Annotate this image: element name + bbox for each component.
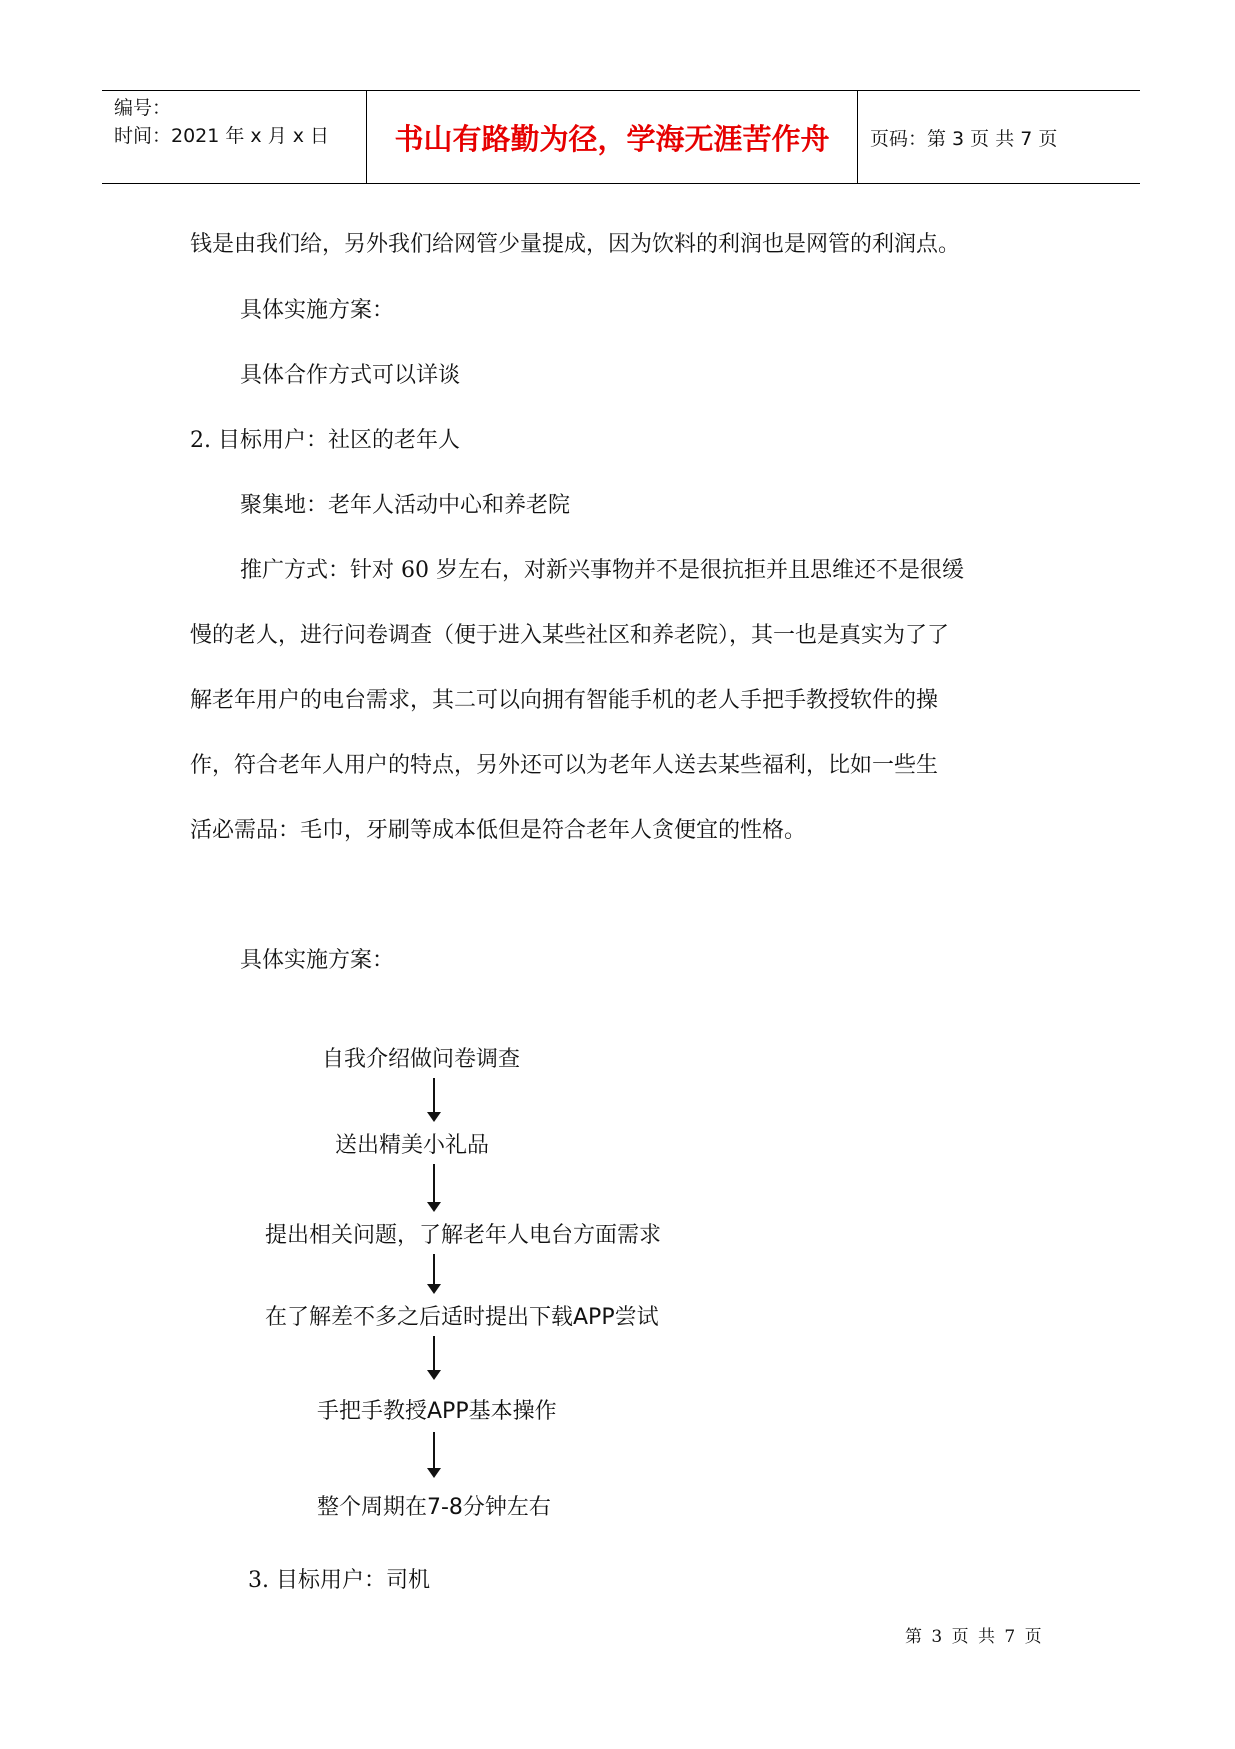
section-heading-elderly: 2. 目标用户：社区的老年人 — [190, 428, 460, 453]
flow-step-4: 在了解差不多之后适时提出下载APP尝试 — [265, 1305, 659, 1330]
paragraph-cooperation: 具体合作方式可以详谈 — [240, 363, 461, 388]
paragraph-promotion-line-3: 解老年用户的电台需求，其二可以向拥有智能手机的老人手把手教授软件的操 — [190, 688, 939, 713]
paragraph-promotion-line-1: 推广方式：针对 60 岁左右，对新兴事物并不是很抗拒并且思维还不是很缓 — [240, 558, 964, 583]
flow-step-5: 手把手教授APP基本操作 — [317, 1399, 557, 1424]
flow-arrow-2 — [427, 1164, 441, 1212]
section-heading-drivers: 3. 目标用户：司机 — [248, 1568, 430, 1593]
document-time-label: 时间：2021 年 x 月 x 日 — [114, 125, 330, 147]
flow-step-3: 提出相关问题，了解老年人电台方面需求 — [265, 1223, 662, 1248]
paragraph-promotion-line-2: 慢的老人，进行问卷调查（便于进入某些社区和养老院），其一也是真实为了了 — [190, 623, 950, 648]
flow-step-2: 送出精美小礼品 — [335, 1133, 490, 1158]
document-number-label: 编号： — [114, 97, 172, 119]
header-motto: 书山有路勤为径，学海无涯苦作舟 — [367, 91, 858, 183]
flow-arrow-1 — [427, 1078, 441, 1122]
flow-arrow-5 — [427, 1432, 441, 1478]
flow-arrow-4 — [427, 1336, 441, 1380]
flow-step-6: 整个周期在7-8分钟左右 — [317, 1495, 551, 1520]
footer-page-number: 第 3 页 共 7 页 — [905, 1627, 1044, 1647]
flow-arrow-3 — [427, 1254, 441, 1294]
paragraph-gathering-place: 聚集地：老年人活动中心和养老院 — [240, 493, 571, 518]
paragraph-promotion-line-4: 作，符合老年人用户的特点，另外还可以为老年人送去某些福利，比如一些生 — [190, 753, 939, 778]
paragraph-plan-heading-2: 具体实施方案： — [240, 948, 395, 973]
flow-step-1: 自我介绍做问卷调查 — [322, 1047, 521, 1072]
paragraph-promotion-line-5: 活必需品：毛巾，牙刷等成本低但是符合老年人贪便宜的性格。 — [190, 818, 807, 843]
header-page-label: 页码：第 3 页 共 7 页 — [870, 127, 1058, 150]
paragraph-continuation: 钱是由我们给，另外我们给网管少量提成，因为饮料的利润也是网管的利润点。 — [190, 232, 961, 257]
paragraph-plan-heading-1: 具体实施方案： — [240, 298, 395, 323]
page-header — [102, 90, 1140, 184]
header-meta — [102, 91, 367, 183]
